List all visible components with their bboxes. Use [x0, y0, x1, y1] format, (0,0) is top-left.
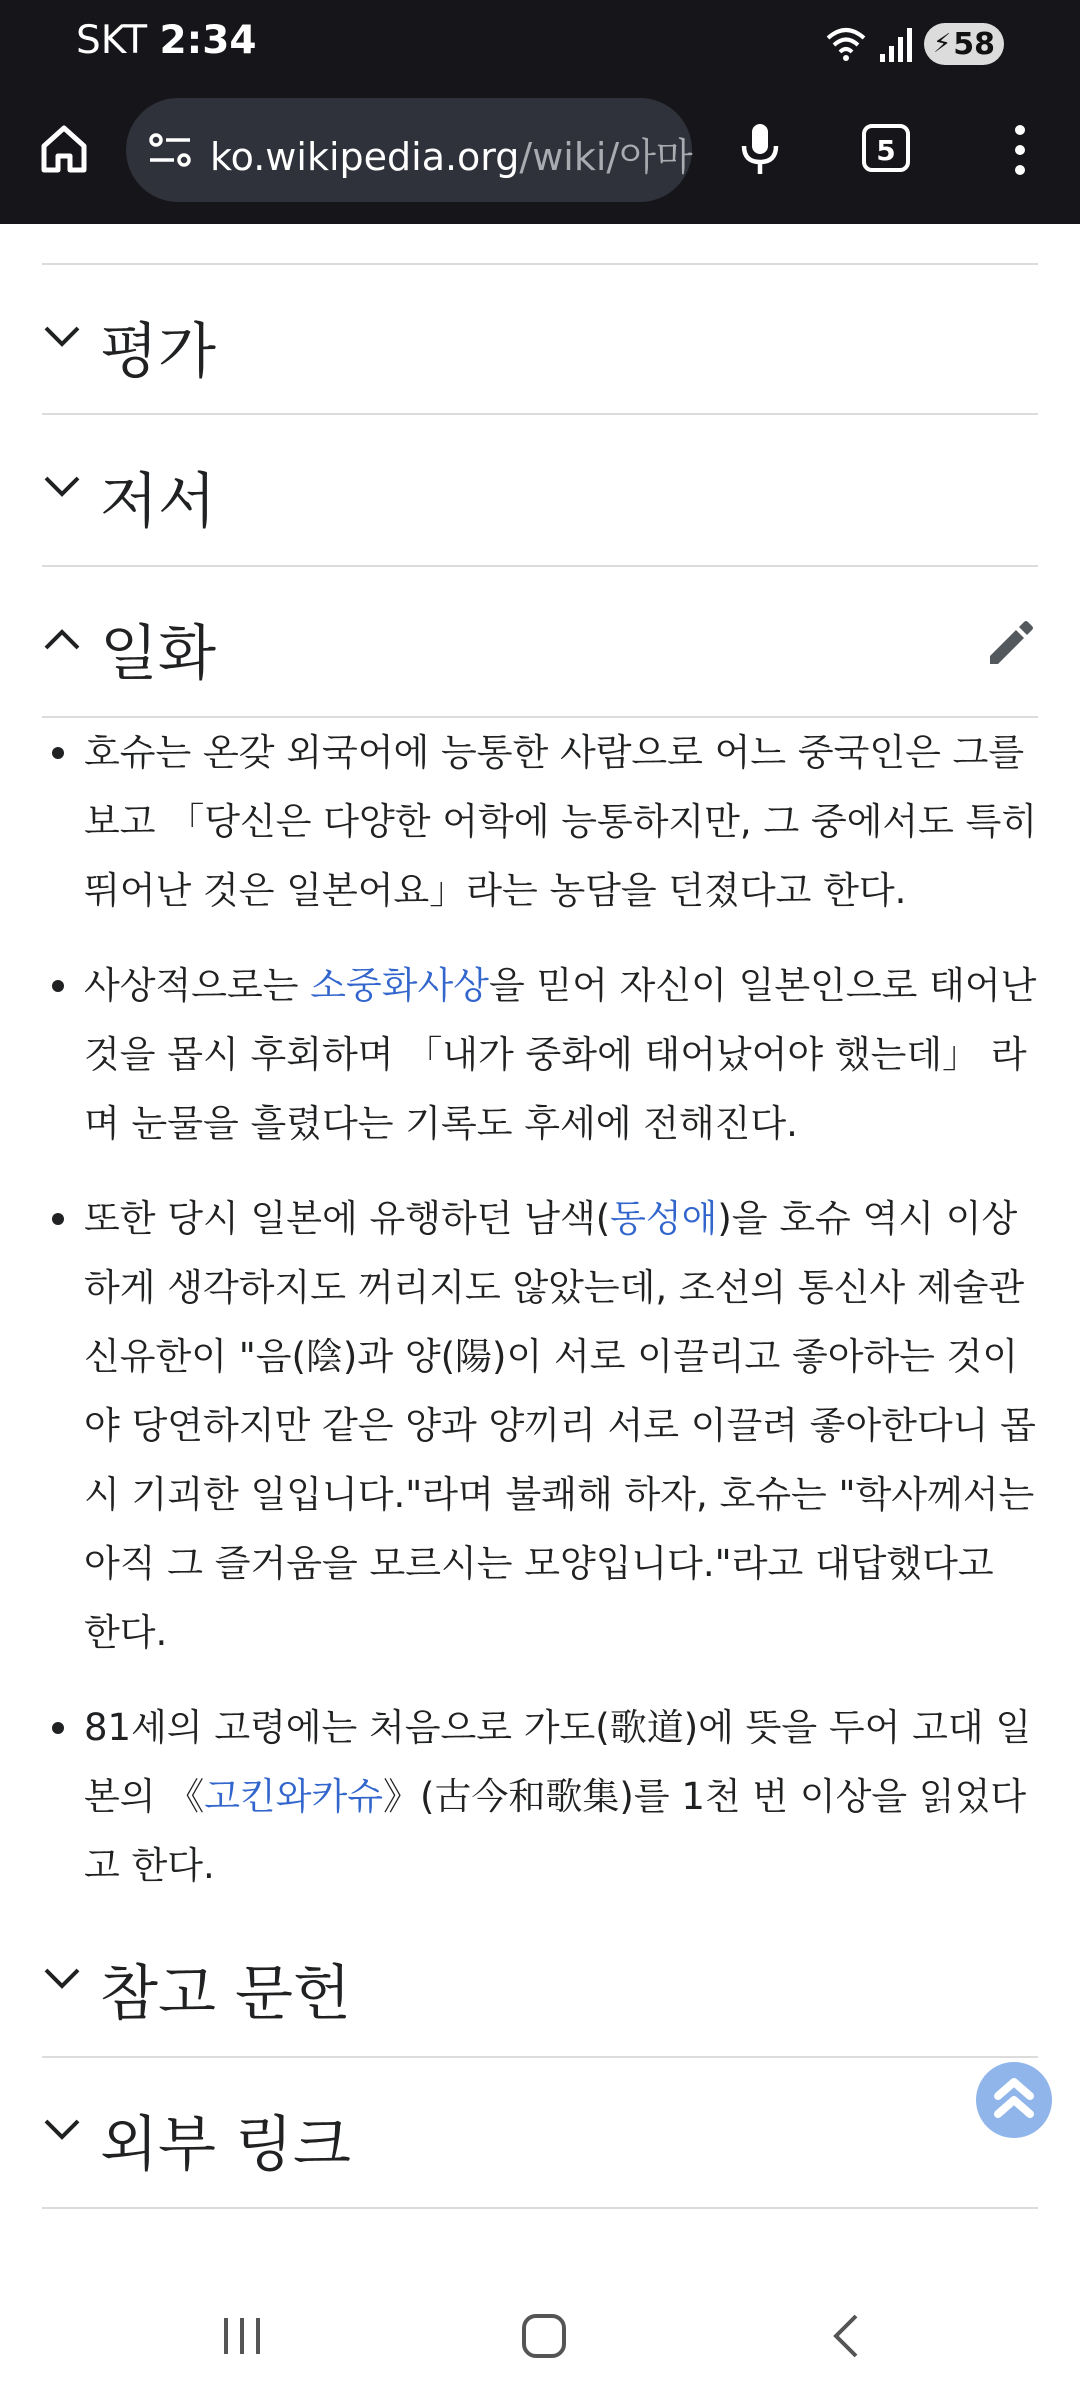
microphone-icon[interactable] — [730, 118, 790, 178]
list-item — [42, 1693, 1038, 1900]
browser-chrome — [0, 0, 1080, 224]
address-bar[interactable] — [126, 98, 692, 202]
chevron-down-icon — [42, 1964, 82, 1994]
status-icons — [824, 20, 1004, 68]
back-icon[interactable] — [818, 2306, 878, 2366]
section-writings[interactable] — [42, 414, 1038, 562]
section-evaluation[interactable] — [42, 264, 1038, 412]
more-vert-icon[interactable] — [1000, 120, 1040, 180]
link-homosexuality[interactable]: 동성애 — [610, 1197, 718, 1240]
list-item — [42, 718, 1038, 925]
url-host: ko.wikipedia.org — [210, 135, 520, 179]
battery-charging-icon: ⚡ 58 — [924, 23, 1004, 65]
anecdote-text: 또한 당시 일본에 유행하던 남색( — [84, 1197, 611, 1240]
system-nav-bar — [0, 2268, 1080, 2400]
url-text[interactable] — [210, 126, 693, 181]
chevron-up-icon — [42, 624, 82, 654]
list-item — [42, 1184, 1038, 1667]
site-info-icon[interactable] — [148, 130, 192, 170]
anecdotes-list — [42, 718, 1038, 1926]
status-carrier-time — [76, 18, 257, 63]
chevron-down-icon — [42, 2115, 82, 2145]
section-divider — [42, 2207, 1038, 2209]
chevron-down-icon — [42, 322, 82, 352]
section-title: 평가 — [100, 317, 216, 387]
home-nav-icon[interactable] — [514, 2306, 574, 2366]
section-title: 참고 문헌 — [100, 1959, 351, 2029]
carrier-name: SKT — [76, 18, 148, 63]
anecdote-text: )을 호슈 역시 이상하게 생각하지도 꺼리지도 않았는데, 조선의 통신사 제술관 신유한이 "음(陰)과 양(陽)이 서로 이끌리고 좋아하는 것이야 당연하지만 같은 양과 양끼리 서로 이끌려 좋아한다니 몹시 기괴한 일입니다."라며 불쾌해 하자, 호슈는 "학사께서는 아직 그 즐거움을 모르시는 모양입니다."라고 대답했다고 한다. — [84, 1197, 1036, 1654]
tab-count: 5 — [876, 134, 896, 167]
signal-icon — [878, 24, 914, 64]
chevron-down-icon — [42, 472, 82, 502]
url-path: /wiki/아마 — [519, 135, 693, 179]
clock: 2:34 — [159, 18, 257, 63]
section-external-links[interactable] — [42, 2057, 1038, 2205]
recents-icon[interactable] — [212, 2306, 272, 2366]
double-chevron-up-icon — [976, 2062, 1052, 2138]
section-anecdotes[interactable] — [42, 566, 1038, 714]
anecdote-text: 을 믿어 자신이 일본인으로 태어난 것을 몹시 후회하며 「내가 중화에 태어났어야 했는데」 라며 눈물을 흘렸다는 기록도 후세에 전해진다. — [84, 964, 1037, 1145]
anecdote-text: 》(古今和歌集)를 1천 번 이상을 읽었다고 한다. — [84, 1775, 1027, 1887]
edit-pencil-icon[interactable] — [984, 616, 1038, 670]
list-item — [42, 951, 1038, 1158]
status-bar — [0, 0, 1080, 88]
section-title: 저서 — [100, 467, 216, 537]
section-title: 일화 — [100, 619, 216, 689]
wifi-icon — [824, 24, 868, 64]
battery-level: 58 — [953, 26, 995, 62]
anecdote-text: 호슈는 온갖 외국어에 능통한 사람으로 어느 중국인은 그를 보고 「당신은 다양한 어학에 능통하지만, 그 중에서도 특히 뛰어난 것은 일본어요」라는 농담을 던졌다고 한다. — [84, 731, 1038, 912]
section-references[interactable] — [42, 1906, 1038, 2054]
home-icon[interactable] — [34, 118, 94, 178]
browser-toolbar — [0, 96, 1080, 206]
section-title: 외부 링크 — [100, 2110, 351, 2180]
anecdote-text: 81세의 고령에는 처음으로 가도(歌道)에 뜻을 두어 고대 일본의 《 — [84, 1706, 1032, 1818]
tabs-icon[interactable] — [862, 124, 910, 172]
link-sinocentrism[interactable]: 소중화사상 — [310, 964, 489, 1007]
anecdote-text: 사상적으로는 — [84, 964, 311, 1007]
link-kokinwakashu[interactable]: 고킨와카슈 — [204, 1775, 383, 1818]
scroll-to-top-button[interactable] — [976, 2062, 1052, 2138]
